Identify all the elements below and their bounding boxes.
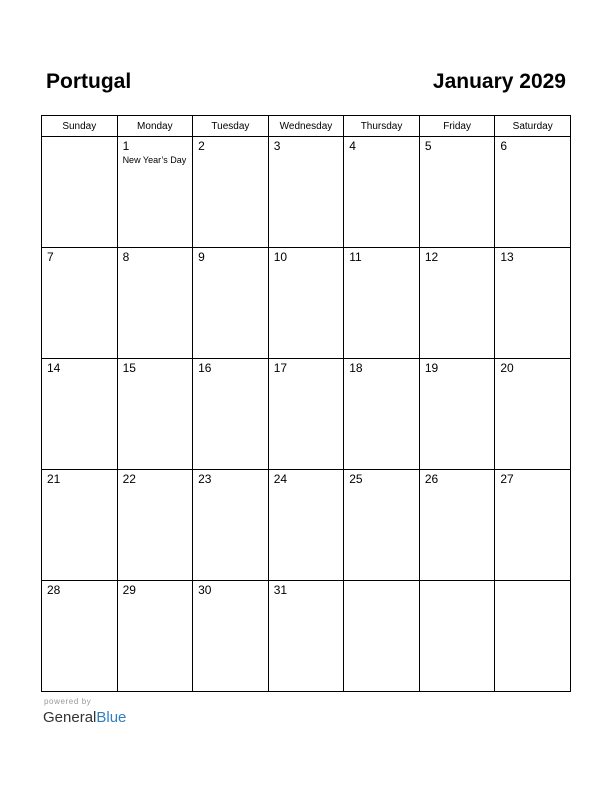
day-number: 26: [424, 472, 439, 486]
day-cell: [495, 248, 571, 359]
day-number: 6: [500, 139, 508, 153]
day-cell: [193, 248, 269, 359]
day-number: 19: [424, 361, 439, 375]
day-cell: [419, 581, 495, 692]
day-cell: [117, 248, 193, 359]
weekday-thursday: Thursday: [344, 116, 420, 137]
day-number: 5: [424, 139, 432, 153]
day-number: 18: [349, 361, 363, 375]
holiday-label: New Year’s Day: [122, 155, 187, 165]
week-row: [42, 137, 571, 248]
brand-blue-text: Blue: [96, 709, 127, 726]
day-cell: [42, 359, 118, 470]
day-number: 17: [273, 361, 288, 375]
day-number: 16: [198, 361, 212, 375]
day-cell: [193, 359, 269, 470]
day-cell: [193, 137, 269, 248]
day-cell: [344, 470, 420, 581]
day-cell: [117, 581, 193, 692]
day-cell: [419, 359, 495, 470]
week-row: [42, 581, 571, 692]
day-number: 27: [500, 472, 514, 486]
weekday-saturday: Saturday: [495, 116, 571, 137]
weekday-tuesday: Tuesday: [193, 116, 269, 137]
day-number: 23: [198, 472, 212, 486]
day-cell: [268, 581, 344, 692]
calendar-grid: [41, 115, 571, 692]
day-number: 4: [349, 139, 356, 153]
day-cell: [42, 137, 118, 248]
day-cell: [495, 359, 571, 470]
day-number: 22: [122, 472, 136, 486]
weekday-header-row: [42, 116, 571, 137]
weekday-friday: Friday: [419, 116, 495, 137]
day-cell: [42, 248, 118, 359]
day-cell: [268, 137, 344, 248]
day-cell: [344, 359, 420, 470]
day-cell: [495, 137, 571, 248]
day-cell: [344, 137, 420, 248]
day-cell: [117, 137, 193, 248]
day-number: 7: [47, 250, 54, 264]
day-cell: [419, 248, 495, 359]
day-cell: [193, 470, 269, 581]
powered-by-text: powered by: [44, 697, 92, 706]
day-number: 12: [424, 250, 439, 264]
weekday-wednesday: Wednesday: [268, 116, 344, 137]
day-number: 1: [122, 139, 130, 153]
day-cell: [117, 359, 193, 470]
day-cell: [268, 470, 344, 581]
day-number: 14: [47, 361, 61, 375]
day-number: 13: [500, 250, 514, 264]
day-number: 20: [500, 361, 514, 375]
day-number: 24: [273, 472, 288, 486]
day-number: 31: [273, 583, 288, 597]
day-cell: [344, 581, 420, 692]
day-number: 25: [349, 472, 363, 486]
day-cell: [193, 581, 269, 692]
day-cell: [268, 248, 344, 359]
day-cell: [344, 248, 420, 359]
day-number: 29: [122, 583, 136, 597]
day-number: 15: [122, 361, 136, 375]
day-number: 8: [122, 250, 130, 264]
day-cell: [268, 359, 344, 470]
day-cell: [42, 470, 118, 581]
generalblue-logo[interactable]: [43, 709, 126, 726]
weekday-sunday: Sunday: [42, 116, 118, 137]
day-cell: [117, 470, 193, 581]
day-cell: [495, 581, 571, 692]
day-cell: [419, 470, 495, 581]
day-cell: [42, 581, 118, 692]
month-title: January 2029: [432, 70, 566, 93]
day-number: 21: [47, 472, 61, 486]
brand-general-text: General: [43, 709, 97, 726]
day-number: 9: [198, 250, 205, 264]
day-number: 3: [273, 139, 281, 153]
country-title: Portugal: [46, 70, 132, 93]
day-cell: [495, 470, 571, 581]
day-number: 11: [349, 250, 362, 264]
week-row: [42, 470, 571, 581]
day-number: 10: [273, 250, 288, 264]
day-number: 2: [198, 139, 205, 153]
weekday-monday: Monday: [117, 116, 193, 137]
week-row: [42, 359, 571, 470]
day-number: 28: [47, 583, 61, 597]
day-cell: [419, 137, 495, 248]
day-number: 30: [198, 583, 212, 597]
week-row: [42, 248, 571, 359]
